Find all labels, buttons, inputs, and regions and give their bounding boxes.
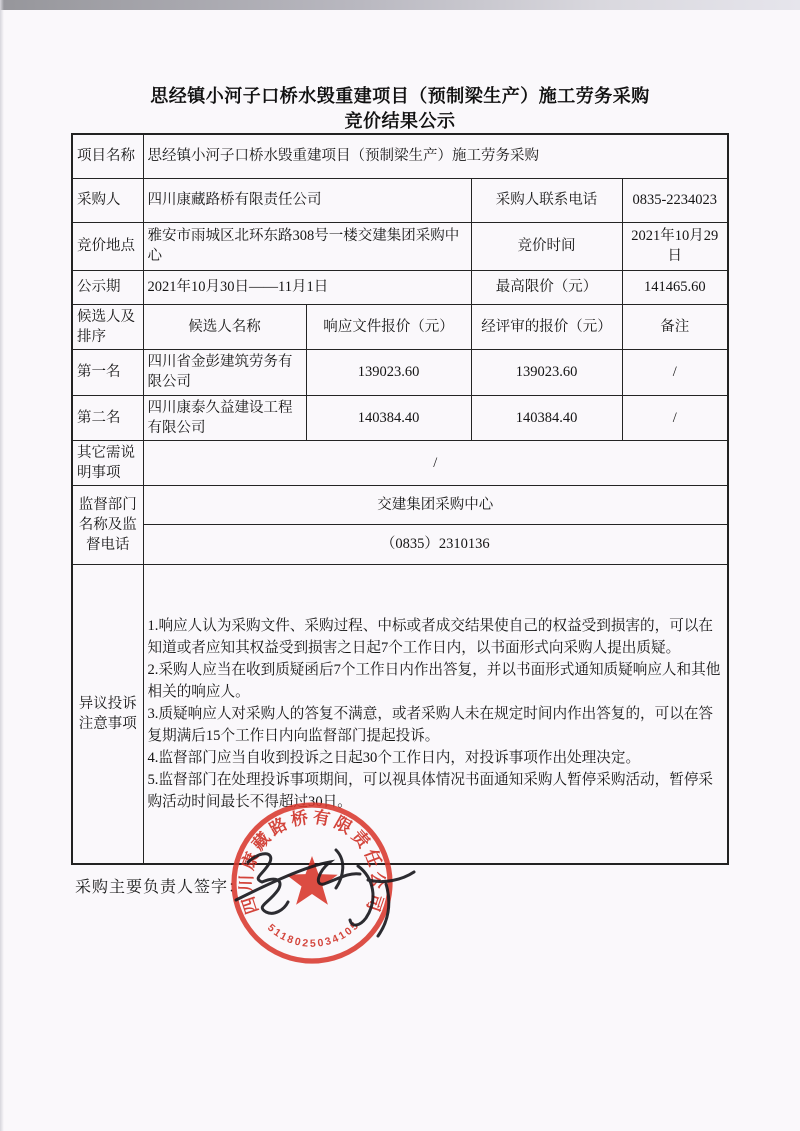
result-announcement-table [71, 133, 729, 865]
purchaser-phone-value: 0835-2234023 [622, 178, 728, 222]
bid-price-header: 响应文件报价（元） [306, 304, 471, 349]
table-row-purchaser [72, 178, 728, 222]
page-title-line-1: 思经镇小河子口桥水毁重建项目（预制梁生产）施工劳务采购 [150, 86, 650, 106]
table-row-supervision-phone [72, 524, 728, 564]
page-title [0, 84, 800, 134]
other-notes-label: 其它需说明事项 [72, 440, 143, 485]
objection-item-1: 1.响应人认为采购文件、采购过程、中标或者成交结果使自己的权益受到损害的，可以在知道或者应知其权益受到损害之日起7个工作日内，以书面形式向采购人提出质疑。 [147, 617, 714, 656]
evaluated-price-cell: 139023.60 [471, 349, 622, 395]
table-row-candidate-1 [72, 349, 728, 395]
note-header: 备注 [622, 304, 728, 349]
bid-time-value: 2021年10月29日 [622, 222, 728, 270]
seal-number: 5118025034105 [264, 918, 363, 950]
publicity-period-label: 公示期 [72, 270, 143, 304]
rank-cell: 第一名 [72, 349, 143, 395]
evaluated-price-header: 经评审的报价（元） [471, 304, 622, 349]
evaluated-price-cell: 140384.40 [471, 395, 622, 440]
table-row-location [72, 222, 728, 270]
max-price-label: 最高限价（元） [471, 270, 622, 304]
table-row-candidate-2 [72, 395, 728, 440]
candidate-name-cell: 四川康泰久益建设工程有限公司 [143, 395, 306, 440]
objection-item-5: 5.监督部门在处理投诉事项期间，可以视具体情况书面通知采购人暂停采购活动，暂停采购活动时间最长不得超过30日。 [147, 771, 714, 810]
purchaser-value: 四川康藏路桥有限责任公司 [143, 178, 471, 222]
supervision-phone-value: （0835）2310136 [143, 524, 728, 564]
table-row-supervision-name [72, 485, 728, 524]
objection-item-3: 3.质疑响应人对采购人的答复不满意，或者采购人未在规定时间内作出答复的，可以在答复期满后15个工作日内向监督部门提起投诉。 [147, 705, 714, 744]
objection-item-2: 2.采购人应当在收到质疑函后7个工作日内作出答复，并以书面形式通知质疑响应人和其他相关的响应人。 [147, 661, 721, 700]
bid-time-label: 竞价时间 [471, 222, 622, 270]
svg-text:5118025034105 [265, 919, 362, 950]
table-row-project [72, 134, 728, 178]
max-price-value: 141465.60 [622, 270, 728, 304]
purchaser-phone-label: 采购人联系电话 [471, 178, 622, 222]
project-name-value: 思经镇小河子口桥水毁重建项目（预制梁生产）施工劳务采购 [143, 134, 728, 178]
note-cell: / [622, 349, 728, 395]
table-row-candidate-header [72, 304, 728, 349]
signature-label: 采购主要负责人签字： [75, 879, 246, 896]
table-row-publicity [72, 270, 728, 304]
seal-company-name: 四川康藏路桥有限责任公司 [236, 807, 388, 917]
page-title-line-2: 竞价结果公示 [344, 111, 456, 131]
bid-price-cell: 139023.60 [306, 349, 471, 395]
objection-item-4: 4.监督部门应当自收到投诉之日起30个工作日内，对投诉事项作出处理决定。 [147, 749, 641, 766]
objection-label: 异议投诉注意事项 [72, 564, 143, 864]
scan-top-shadow [0, 0, 800, 10]
bid-price-cell: 140384.40 [306, 395, 471, 440]
purchaser-label: 采购人 [72, 178, 143, 222]
note-cell: / [622, 395, 728, 440]
rank-cell: 第二名 [72, 395, 143, 440]
supervision-dept-value: 交建集团采购中心 [143, 485, 728, 524]
candidate-name-header: 候选人名称 [143, 304, 306, 349]
candidate-name-cell: 四川省金彭建筑劳务有限公司 [143, 349, 306, 395]
supervision-label: 监督部门名称及监督电话 [72, 485, 143, 564]
scan-left-shadow [0, 0, 4, 1131]
other-notes-value: / [143, 440, 728, 485]
candidate-rank-header: 候选人及排序 [72, 304, 143, 349]
publicity-period-value: 2021年10月30日——11月1日 [143, 270, 471, 304]
company-seal [218, 788, 448, 993]
project-name-label: 项目名称 [72, 134, 143, 178]
table-row-other-notes [72, 440, 728, 485]
bid-location-value: 雅安市雨城区北环东路308号一楼交建集团采购中心 [143, 222, 471, 270]
bid-location-label: 竞价地点 [72, 222, 143, 270]
